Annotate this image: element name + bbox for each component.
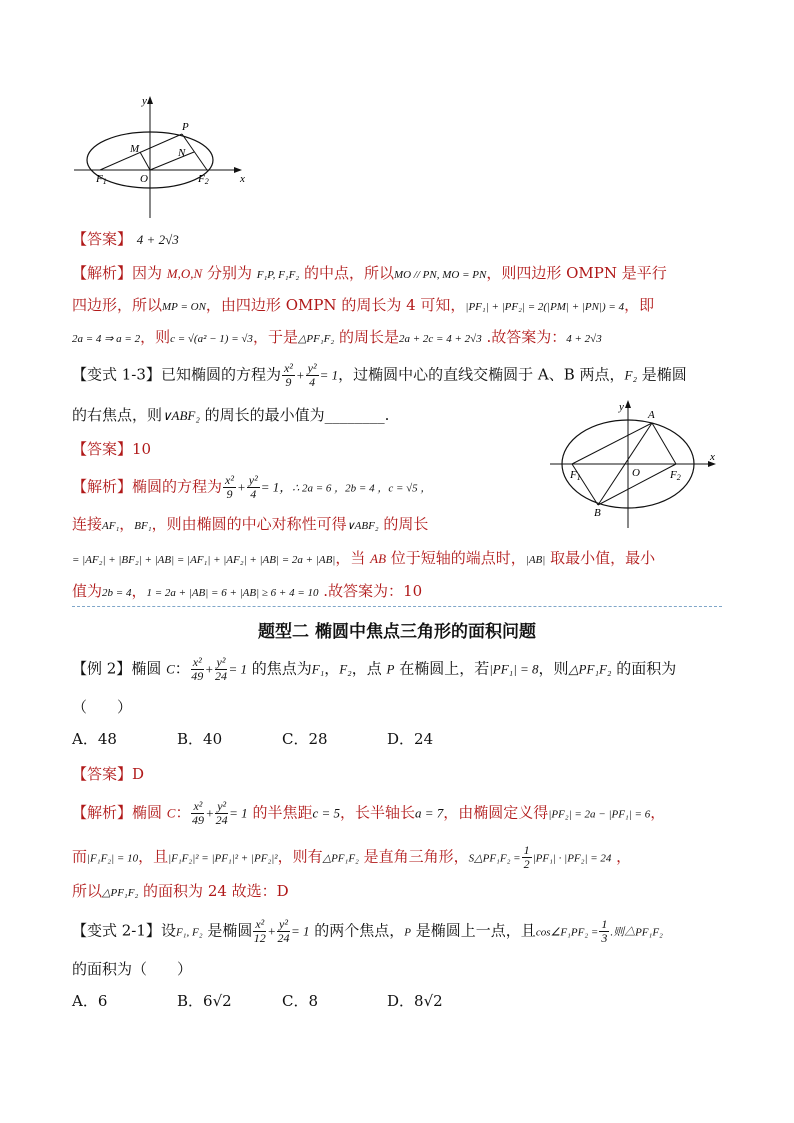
label-y: y xyxy=(142,95,147,107)
variant21-tag: 【变式 2-1】 xyxy=(72,921,161,940)
label-o: O xyxy=(632,467,640,479)
answer-tag: 【答案】 xyxy=(72,230,133,248)
analysis-tag: 【解析】 xyxy=(72,264,133,282)
variant21-options xyxy=(72,990,492,1011)
segment-p-f2 xyxy=(182,134,207,170)
analysis-line-1: 【解析】因为 M,O,N 分别为 F₁P, F₁F₂ 的中点，所以MO // PN, MO = PN，则四边形 OMPN 是平行 xyxy=(72,264,667,282)
segment-o-m xyxy=(140,152,150,170)
example2-analysis-line-1: 【解析】椭圆 C： $\frac{\text{x²}}{49}$ + $\frac{\text{y²}}{24}$ = 1 的半焦距c = 5，长半轴长a = 7，由椭圆定义得|PF₂| = 2a − |PF₁| = 6， xyxy=(72,799,666,827)
variant21-question-line-1: 【变式 2-1】设F₁, F₂ 是椭圆 $\frac{\text{x²}}{12}$ + $\frac{\text{y²}}{24}$ = 1 的两个焦点，P 是椭圆上一点，且cos∠F₁PF₂ = $\frac{1}{3}$ .则△PF₁F₂ xyxy=(72,917,663,945)
y-axis-arrow xyxy=(625,400,631,408)
variant13-answer-row: 【答案】10 xyxy=(72,440,152,458)
option-a[interactable]: A．6 xyxy=(72,992,108,1010)
section-title: 题型二 椭圆中焦点三角形的面积问题 xyxy=(258,622,536,642)
option-d[interactable]: D．8√2 xyxy=(387,992,443,1010)
answer-value: 4 + 2√3 xyxy=(136,232,179,247)
segment-o-n xyxy=(150,152,194,170)
section-divider xyxy=(72,606,722,607)
variant13-tag: 【变式 1-3】 xyxy=(72,365,161,384)
answer-blank: ________ xyxy=(324,406,385,424)
answer-row-1 xyxy=(72,228,179,249)
example2-analysis-line-2: 而|F₁F₂| = 10，且|F₁F₂|² = |PF₁|² + |PF₂|²，则有△PF₁F₂ 是直角三角形，S△PF₁F₂ = $\frac{1}{2}$ |PF₁| · |PF₂| = 24 ， xyxy=(72,843,632,871)
option-c[interactable]: C．8 xyxy=(282,992,319,1010)
label-f2: F2 xyxy=(670,469,681,482)
example2-answer-row: 【答案】D xyxy=(72,765,145,783)
analysis-line-2: 四边形，所以MP = ON，由四边形 OMPN 的周长为 4 可知，|PF₁| + |PF₂| = 2(|PM| + |PN|) = 4，即 xyxy=(72,296,655,314)
label-m: M xyxy=(130,143,140,155)
label-b: B xyxy=(594,507,601,519)
label-x: x xyxy=(240,173,245,185)
variant13-analysis-line-4: 值为2b = 4，1 = 2a + |AB| = 6 + |AB| ≥ 6 + 4 = 10 .故答案为：10 xyxy=(72,582,423,600)
variant13-analysis-line-1: 【解析】椭圆的方程为 $\frac{\text{x²}}{9}$ + $\frac{\text{y²}}{4}$ = 1，∴ 2a = 6 ，2b = 4 ，c = √5 ， xyxy=(72,473,432,501)
label-n: N xyxy=(178,147,186,159)
ellipse-figure-1 xyxy=(72,92,252,222)
segment-f1-p xyxy=(100,134,182,170)
example2-answer-value: D xyxy=(132,765,145,783)
label-p: P xyxy=(182,121,189,133)
option-b[interactable]: B．40 xyxy=(177,730,223,748)
variant13-analysis-line-2: 连接AF₁，BF₁，则由椭圆的中心对称性可得∨ABF₂ 的周长 xyxy=(72,515,429,533)
example2-tag: 【例 2】 xyxy=(72,659,132,678)
analysis-line-3: 2a = 4 ⇒ a = 2，则c = √(a² − 1) = √3，于是△PF₁F₂ 的周长是2a + 2c = 4 + 2√3 .故答案为：4 + 2√3 xyxy=(72,328,602,346)
label-f1: F1 xyxy=(96,173,107,186)
variant13-answer-value: 10 xyxy=(132,440,152,458)
option-c[interactable]: C．28 xyxy=(282,730,328,748)
variant13-question-line-1: 【变式 1-3】已知椭圆的方程为 $\frac{\text{x²}}{9}$ + $\frac{\text{y²}}{4}$ = 1，过椭圆中心的直线交椭圆于 A、B 两点，F₂ 是椭圆 xyxy=(72,361,687,389)
variant13-question-line-2: 的右焦点，则∨ABF₂ 的周长的最小值为________. xyxy=(72,406,390,424)
example2-analysis-line-3: 所以△PF₁F₂ 的面积为 24 故选：D xyxy=(72,882,289,900)
ellipse-figure-2 xyxy=(548,398,728,530)
label-f1: F1 xyxy=(570,469,581,482)
segment-f1-a xyxy=(572,423,652,464)
y-axis-arrow xyxy=(147,96,153,104)
example2-question-line-2: （ ） xyxy=(72,698,133,716)
option-a[interactable]: A．48 xyxy=(72,730,117,748)
label-f2: F2 xyxy=(198,173,209,186)
example2-options xyxy=(72,728,492,749)
label-y: y xyxy=(619,401,624,413)
label-x: x xyxy=(710,451,715,463)
variant21-question-line-2: 的面积为（ ） xyxy=(72,960,193,978)
option-d[interactable]: D．24 xyxy=(387,730,434,748)
variant13-analysis-line-3: = |AF₂| + |BF₂| + |AB| = |AF₁| + |AF₂| + |AB| = 2a + |AB|，当 AB 位于短轴的端点时，|AB| 取最小值，最小 xyxy=(72,549,656,567)
label-a: A xyxy=(648,409,655,421)
segment-a-f2 xyxy=(652,423,676,464)
example2-question-line-1: 【例 2】椭圆 C： $\frac{\text{x²}}{49}$ + $\frac{\text{y²}}{24}$ = 1 的焦点为F₁，F₂，点 P 在椭圆上，若|PF₁| = 8，则△PF₁F₂ 的面积为 xyxy=(72,655,677,683)
label-o: O xyxy=(140,173,148,185)
option-b[interactable]: B．6√2 xyxy=(177,992,232,1010)
